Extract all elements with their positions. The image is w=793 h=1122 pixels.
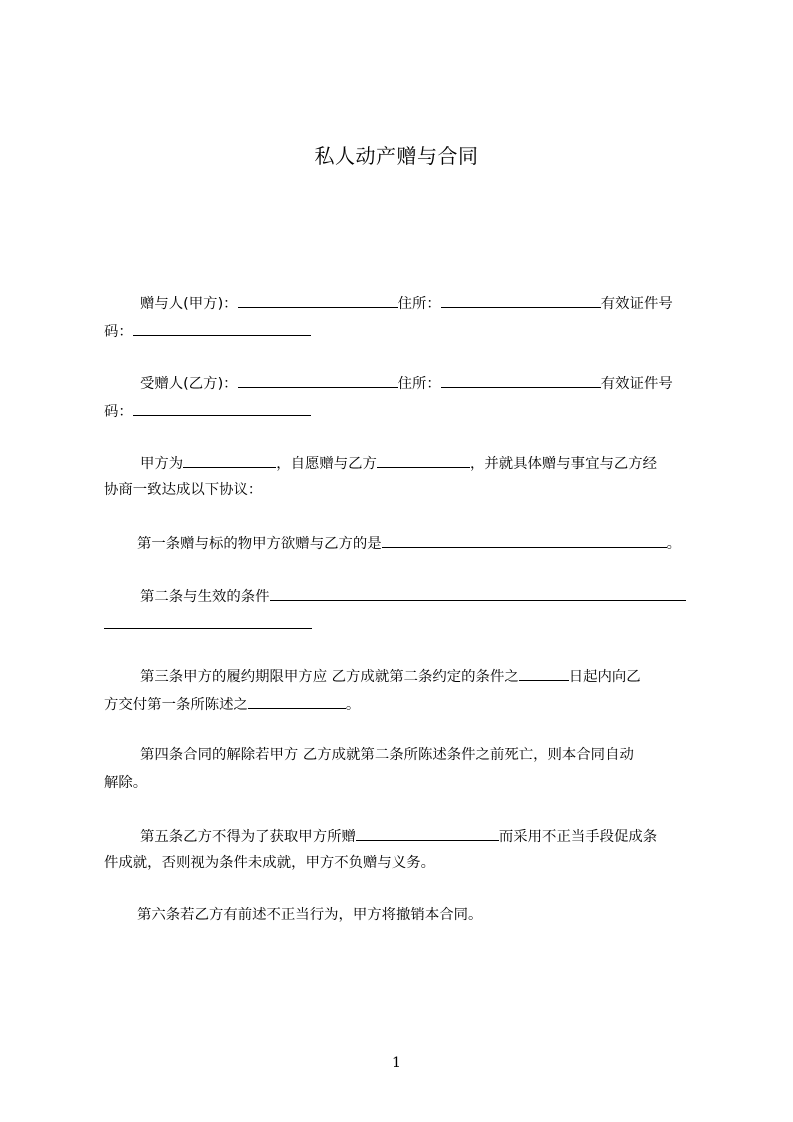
article-3-days-blank[interactable]	[519, 665, 569, 681]
article-1-blank[interactable]	[382, 532, 667, 548]
article-5-line-1	[140, 825, 657, 847]
donor-label: 赠与人(甲方)：	[140, 296, 238, 312]
article-6: 第六条若乙方有前述不正当行为，甲方将撤销本合同。	[137, 907, 483, 923]
donee-id-label-cont: 码：	[104, 404, 133, 420]
donor-residence-blank[interactable]	[441, 292, 601, 308]
article-3-text-2: 日起内向乙	[568, 669, 641, 685]
intro-text-1: 甲方为	[140, 456, 184, 472]
donee-name-blank[interactable]	[238, 372, 398, 388]
article-3-end: 。	[345, 697, 361, 713]
article-5-text-1: 第五条乙方不得为了获取甲方所赠	[140, 829, 356, 845]
article-1	[137, 532, 681, 554]
donee-id-label: 有效证件号	[600, 376, 673, 392]
article-5-line-2: 件成就，否则视为条件未成就，甲方不负赠与义务。	[104, 855, 435, 871]
article-1-end: 。	[666, 536, 682, 552]
article-5-text-2: 而采用不正当手段促成条	[498, 829, 658, 845]
article-2-blank[interactable]	[270, 585, 686, 601]
donor-residence-label: 住所：	[397, 296, 441, 312]
article-3-line-2	[104, 693, 360, 715]
donee-line	[140, 372, 673, 394]
donee-residence-blank[interactable]	[441, 372, 601, 388]
donee-id-blank[interactable]	[133, 400, 311, 416]
intro-line-1	[140, 452, 657, 474]
article-4-line-1: 第四条合同的解除若甲方 乙方成就第二条所陈述条件之前死亡，则本合同自动	[140, 747, 634, 763]
donee-residence-label: 住所：	[397, 376, 441, 392]
article-2	[140, 585, 686, 607]
article-5-blank[interactable]	[356, 825, 499, 841]
article-1-text: 第一条赠与标的物甲方欲赠与乙方的是	[137, 536, 382, 552]
page-number: 1	[392, 1055, 401, 1071]
donee-id-line	[104, 400, 311, 422]
article-2-blank-cont[interactable]	[104, 613, 312, 629]
donor-line	[140, 292, 673, 314]
donor-identity-blank[interactable]	[183, 452, 276, 468]
donor-id-label: 有效证件号	[600, 296, 673, 312]
donor-name-blank[interactable]	[238, 292, 398, 308]
donor-id-blank[interactable]	[133, 320, 311, 336]
gift-item-blank[interactable]	[377, 452, 470, 468]
article-3-text-3: 方交付第一条所陈述之	[104, 697, 248, 713]
donor-id-line	[104, 320, 311, 342]
donor-id-label-cont: 码：	[104, 324, 133, 340]
article-3-item-blank[interactable]	[248, 693, 346, 709]
document-title: 私人动产赠与合同	[314, 144, 479, 168]
article-4-line-2: 解除。	[104, 775, 148, 791]
intro-text-2: ，自愿赠与乙方	[276, 456, 377, 472]
intro-line-2: 协商一致达成以下协议：	[104, 482, 263, 498]
article-2-text: 第二条与生效的条件	[140, 589, 270, 605]
intro-text-3: ，并就具体赠与事宜与乙方经	[469, 456, 658, 472]
article-2-cont	[104, 613, 312, 635]
article-3-text-1: 第三条甲方的履约期限甲方应 乙方成就第二条约定的条件之	[140, 669, 519, 685]
article-3-line-1	[140, 665, 641, 687]
donee-label: 受赠人(乙方)：	[140, 376, 238, 392]
